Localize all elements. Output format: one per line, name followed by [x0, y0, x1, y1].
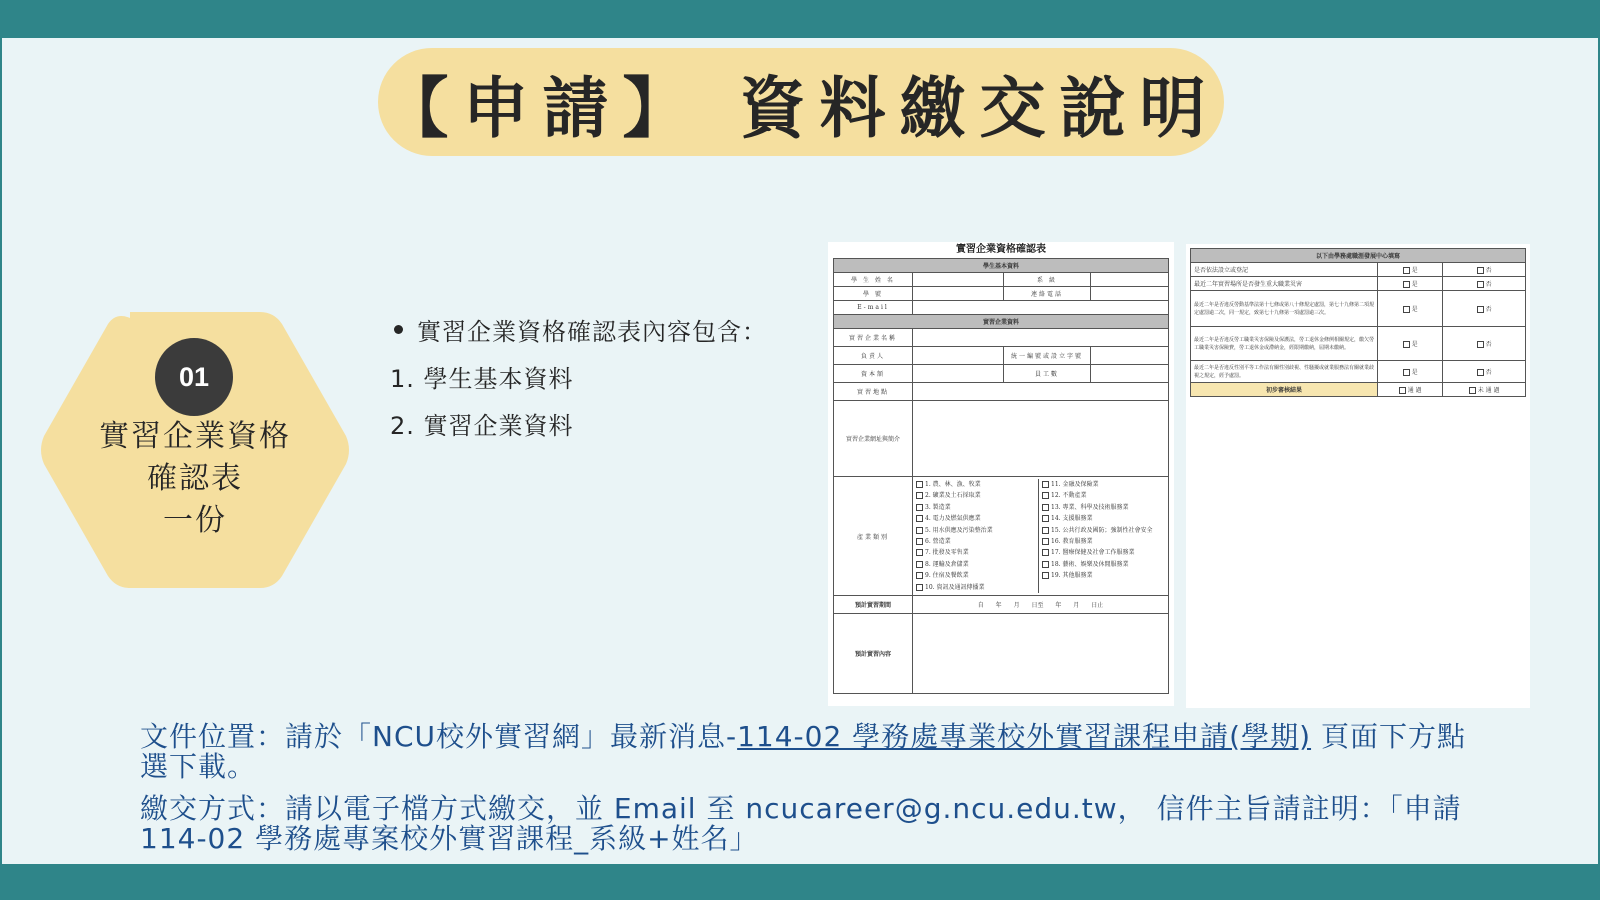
title-banner [378, 48, 1224, 156]
review-question: 最近二年是否違反勞工職業災害保險及保護法，勞工退休金條例相關規定，繳欠勞工職業災害保險費，勞工退休金或滯納金，經限期繳納，屆期未繳納。 [1191, 327, 1378, 361]
industry-option: 17. 醫療保健及社會工作服務業 [1042, 547, 1152, 558]
industry-option: 12. 不動產業 [1042, 490, 1152, 501]
industry-option: 11. 金融及保險業 [1042, 479, 1152, 490]
form-title: 實習企業資格確認表 [956, 244, 1046, 255]
review-result-label: 初步審核結果 [1191, 383, 1378, 397]
checkbox-icon [1477, 267, 1484, 274]
checkbox-icon [916, 504, 923, 511]
form-label: 負責人 [834, 347, 913, 365]
industry-option: 2. 礦業及土石採取業 [916, 490, 1038, 501]
form-cell: 自 年 月 日至 年 月 日止 [913, 596, 1169, 614]
form-label: 學 生 姓 名 [834, 273, 913, 287]
form-cell [913, 329, 1169, 347]
checkbox-icon [1042, 549, 1049, 556]
form-label: 員工數 [1004, 365, 1091, 383]
checkbox-icon [916, 538, 923, 545]
page-title: 【申請】 資料繳交說明 [382, 68, 1220, 147]
review-table [1190, 248, 1526, 397]
review-option: 否 [1443, 361, 1526, 383]
form-label: 實習企業名稱 [834, 329, 913, 347]
review-option: 否 [1443, 327, 1526, 361]
list-item: 2. 實習企業資料 [390, 412, 574, 440]
review-option: 是 [1378, 327, 1443, 361]
industry-option: 13. 專業、科學及技術服務業 [1042, 502, 1152, 513]
checkbox-icon [1403, 306, 1410, 313]
checkbox-icon [1042, 481, 1049, 488]
form-section-header: 實習企業資料 [834, 315, 1169, 329]
form-cell [1091, 347, 1169, 365]
industry-option: 15. 公共行政及國防；強制性社會安全 [1042, 525, 1152, 536]
form-label: 預計實習內容 [834, 614, 913, 694]
form-section-header: 學生基本資料 [834, 259, 1169, 273]
form-label: 連絡電話 [1004, 287, 1091, 301]
form-label: 學 號 [834, 287, 913, 301]
form-label: 實習企業網址與簡介 [834, 401, 913, 477]
industry-option: 9. 住宿及餐飲業 [916, 570, 1038, 581]
form-label: 資本額 [834, 365, 913, 383]
review-question: 是否依法設立或登記 [1191, 263, 1378, 277]
form-label: 統一編號或設立字號 [1004, 347, 1091, 365]
checkbox-icon [1042, 492, 1049, 499]
review-option: 否 [1443, 263, 1526, 277]
review-question: 最近二年實習場所是否發生重大職業災害 [1191, 277, 1378, 291]
checkbox-icon [1477, 369, 1484, 376]
bullet-item [390, 306, 767, 353]
checkbox-icon [1042, 572, 1049, 579]
review-option: 未 通 過 [1443, 383, 1526, 397]
checkbox-icon [1477, 341, 1484, 348]
checkbox-icon [916, 572, 923, 579]
checkbox-icon [1042, 538, 1049, 545]
step-label-line-2: 確認表 [147, 461, 243, 496]
review-option: 是 [1378, 361, 1443, 383]
review-option: 否 [1443, 291, 1526, 327]
review-option: 是 [1378, 263, 1443, 277]
checkbox-icon [916, 515, 923, 522]
checkbox-icon [1042, 561, 1049, 568]
form-cell [1091, 273, 1169, 287]
checkbox-icon [1469, 387, 1476, 394]
checkbox-icon [916, 492, 923, 499]
checkbox-icon [1399, 387, 1406, 394]
industry-option: 4. 電力及燃氣供應業 [916, 513, 1038, 524]
step-label-line-3: 一份 [163, 503, 227, 538]
industry-option: 16. 教育服務業 [1042, 536, 1152, 547]
form-cell [1091, 365, 1169, 383]
step-number-badge: 01 [155, 338, 233, 416]
industry-option: 5. 用水供應及污染整治業 [916, 525, 1038, 536]
industry-option: 7. 批發及零售業 [916, 547, 1038, 558]
form-label: 預計實習期間 [834, 596, 913, 614]
checkbox-icon [1042, 504, 1049, 511]
content-list [390, 306, 767, 447]
form-label: E-mail [834, 301, 913, 315]
step-label-line-1: 實習企業資格 [99, 419, 291, 454]
form-cell [913, 301, 1169, 315]
review-option: 是 [1378, 277, 1443, 291]
industry-options [913, 477, 1169, 596]
industry-option: 19. 其他服務業 [1042, 570, 1152, 581]
location-suffix: 頁面下方點選下載。 [140, 720, 1466, 783]
form-cell [913, 365, 1004, 383]
industry-option: 1. 農、林、漁、牧業 [916, 479, 1038, 490]
news-link[interactable]: 114-02 學務處專業校外實習課程申請(學期) [737, 720, 1312, 753]
form-table [833, 258, 1169, 694]
document-location-text [140, 722, 1480, 782]
checkbox-icon [1477, 306, 1484, 313]
review-option: 是 [1378, 291, 1443, 327]
list-item: 1. 學生基本資料 [390, 365, 574, 393]
checkbox-icon [1477, 281, 1484, 288]
checkbox-icon [916, 481, 923, 488]
review-form-preview [1186, 244, 1530, 708]
bullet-dot-icon [394, 325, 403, 334]
checkbox-icon [1403, 267, 1410, 274]
industry-option: 3. 製造業 [916, 502, 1038, 513]
review-question: 最近二年是否違反性別平等工作法有關性別歧視、性騷擾或就業服務法有關就業歧視之規定，經予處罰。 [1191, 361, 1378, 383]
industry-column [916, 479, 1038, 593]
checkbox-icon [1403, 369, 1410, 376]
form-cell [913, 287, 1004, 301]
industry-option: 18. 藝術、娛樂及休閒服務業 [1042, 559, 1152, 570]
form-section-header: 以下由學務處職涯發展中心填寫 [1191, 249, 1526, 263]
form-cell [913, 383, 1169, 401]
form-cell [913, 273, 1004, 287]
form-cell [913, 614, 1169, 694]
checkbox-icon [916, 584, 923, 591]
industry-column [1038, 479, 1152, 593]
form-label: 系 級 [1004, 273, 1091, 287]
form-cell [913, 347, 1004, 365]
industry-option: 8. 運輸及倉儲業 [916, 559, 1038, 570]
industry-option: 10. 資訊及通訊傳播業 [916, 582, 1038, 593]
qualification-form-preview [828, 242, 1174, 706]
checkbox-icon [916, 561, 923, 568]
checkbox-icon [1403, 281, 1410, 288]
bullet-text: 實習企業資格確認表內容包含： [417, 318, 767, 346]
review-option: 否 [1443, 277, 1526, 291]
form-label: 產業類別 [834, 477, 913, 596]
checkbox-icon [916, 527, 923, 534]
checkbox-icon [916, 549, 923, 556]
review-question: 最近二年是否違反勞動基準法第十七條或第八十條規定處罰，第七十九條第二項規定處罰逾二次，同一規定，致第七十九條第一項處罰逾三次。 [1191, 291, 1378, 327]
step-label [38, 416, 352, 542]
industry-option: 14. 支援服務業 [1042, 513, 1152, 524]
checkbox-icon [1042, 527, 1049, 534]
submission-method-text: 繳交方式：請以電子檔方式繳交，並 Email 至 ncucareer@g.ncu.edu.tw， 信件主旨請註明：「申請 114-02 學務處專案校外實習課程_系級+姓名」 [140, 792, 1462, 855]
review-option: 通 過 [1378, 383, 1443, 397]
form-cell [1091, 287, 1169, 301]
step-hexagon [38, 312, 352, 588]
location-prefix: 文件位置：請於「NCU校外實習網」最新消息- [140, 720, 738, 753]
checkbox-icon [1403, 341, 1410, 348]
checkbox-icon [1042, 515, 1049, 522]
industry-option: 6. 營造業 [916, 536, 1038, 547]
form-cell [913, 401, 1169, 477]
form-label: 實習地點 [834, 383, 913, 401]
